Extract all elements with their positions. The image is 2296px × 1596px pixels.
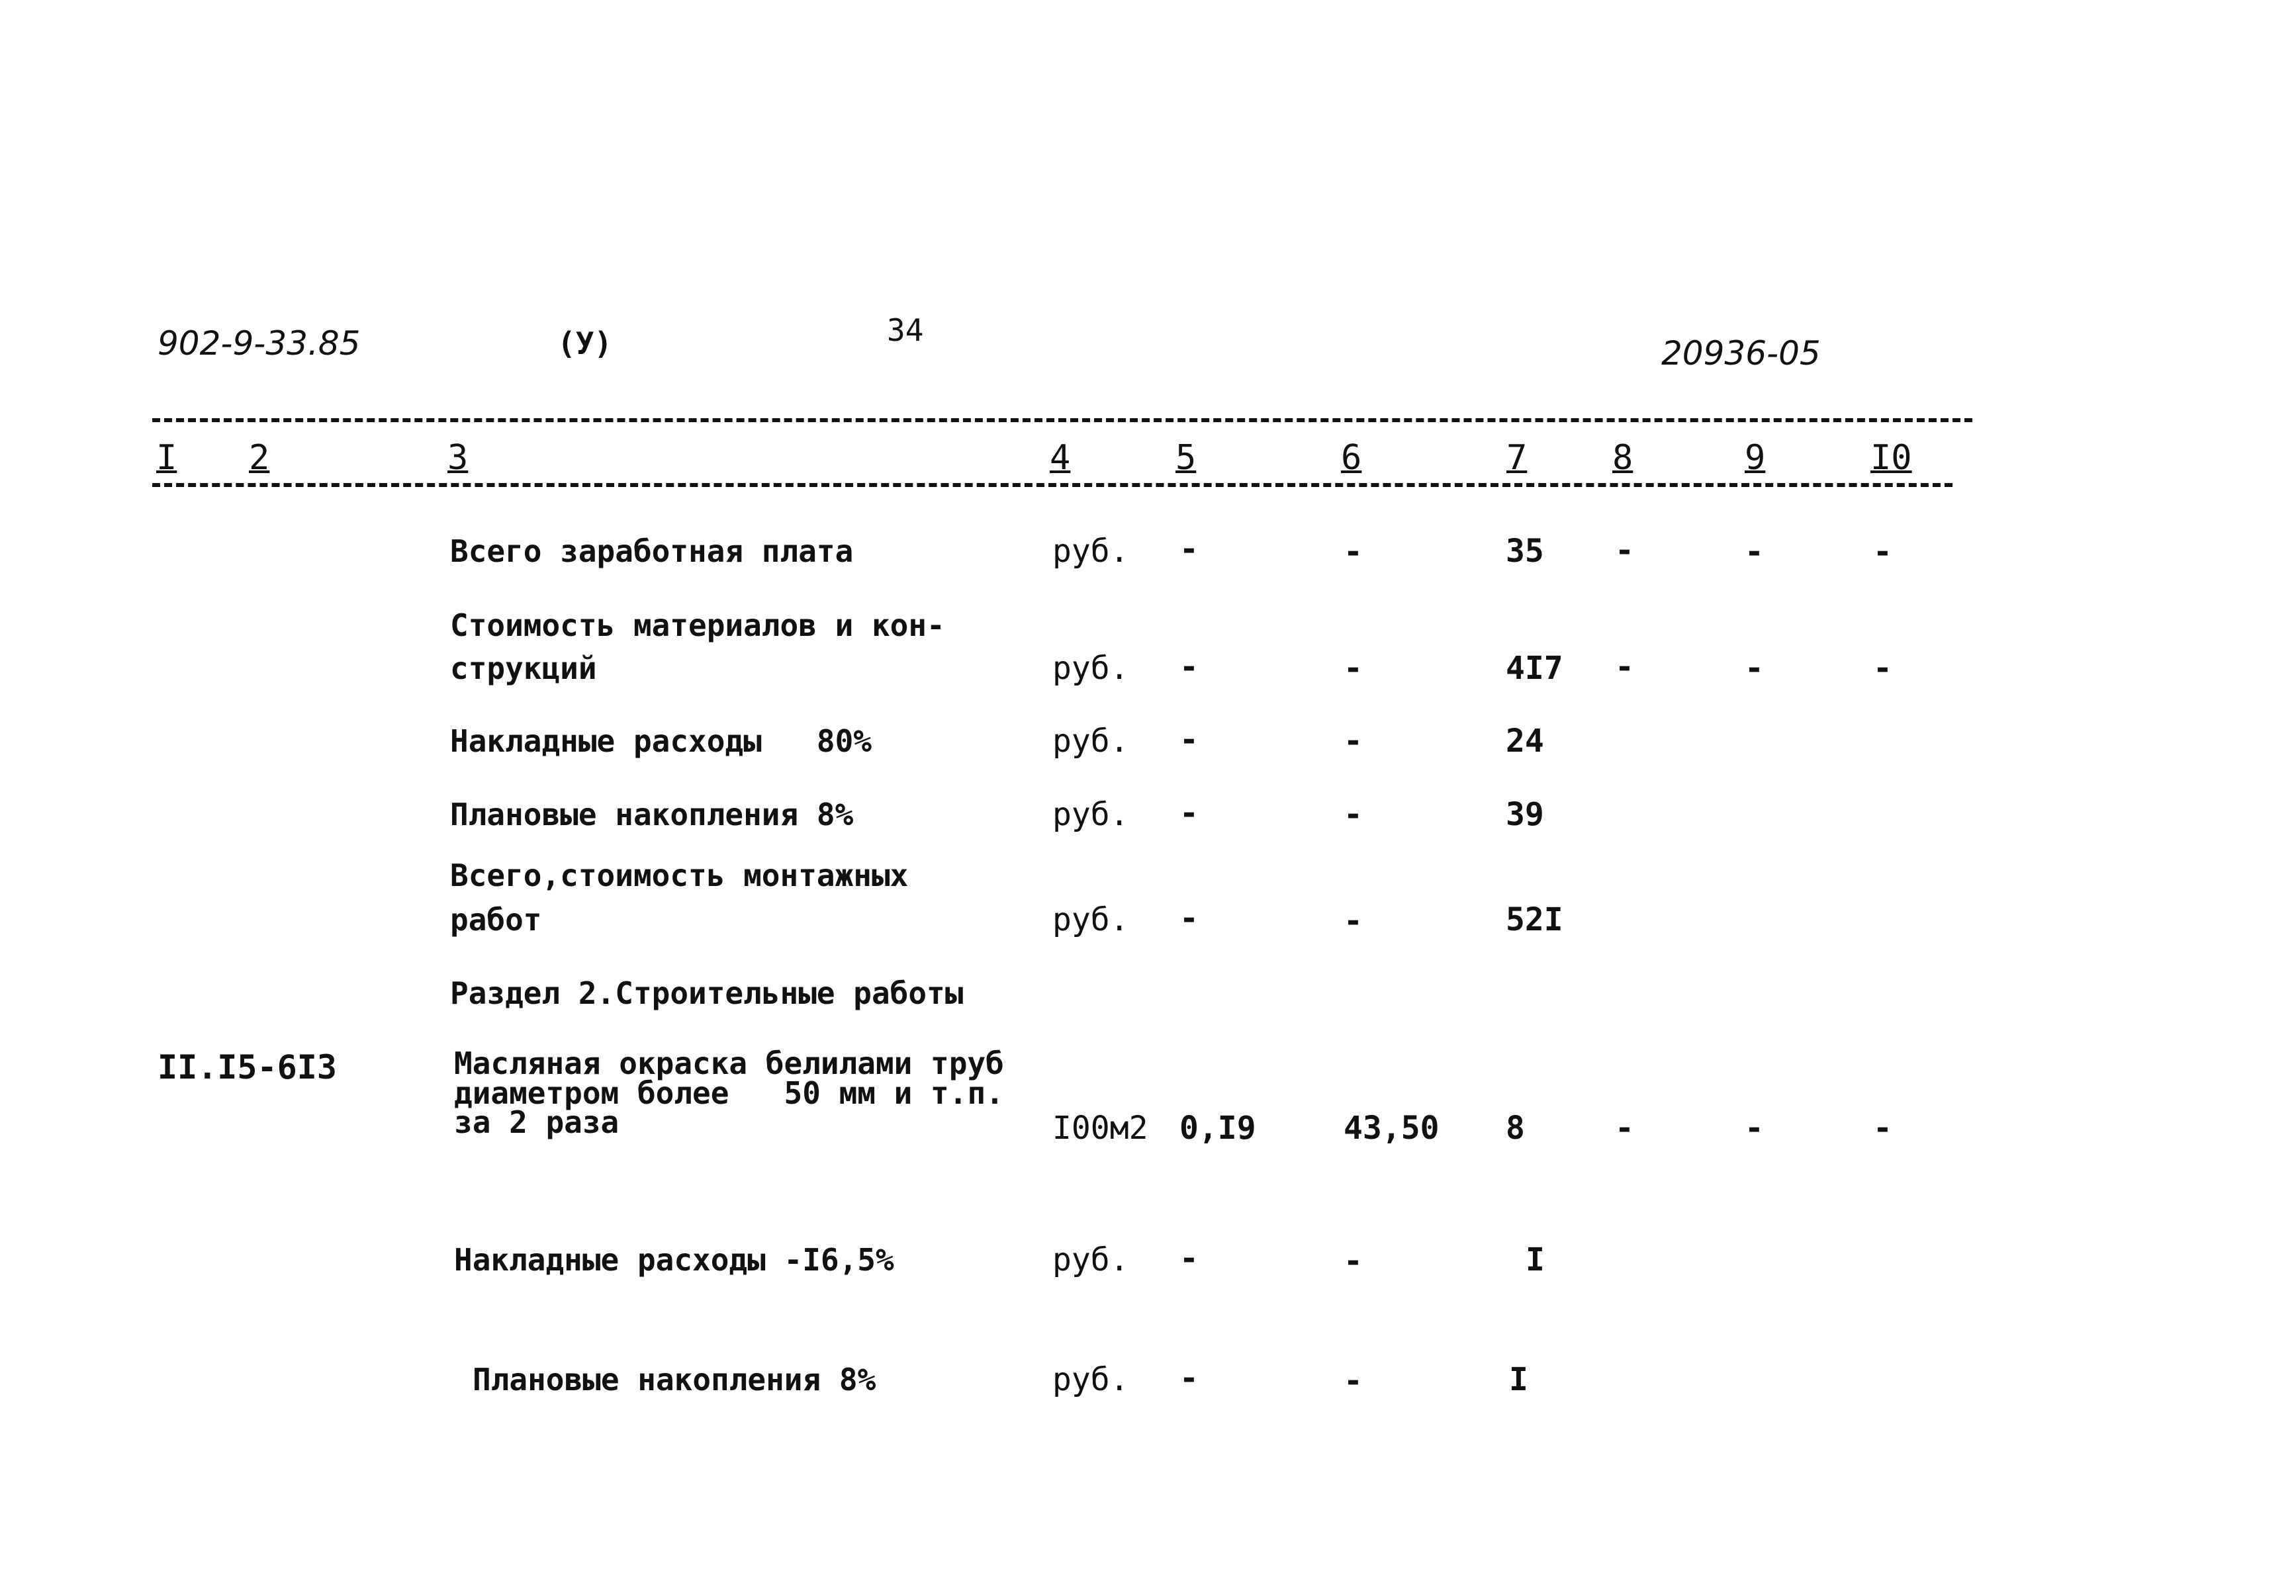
row-description: Раздел 2.Строительные работы <box>450 975 964 1011</box>
unit-cell: руб. <box>1052 650 1129 687</box>
col5-cell: 0,I9 <box>1179 1110 1256 1147</box>
col7-cell: I <box>1509 1361 1528 1398</box>
column-number: 9 <box>1745 438 1766 478</box>
document-code: 902-9-33.85 <box>158 324 361 363</box>
column-number: 2 <box>249 438 270 478</box>
column-number: 8 <box>1612 438 1633 478</box>
col7-cell: 8 <box>1506 1110 1525 1147</box>
unit-cell: руб. <box>1052 796 1129 833</box>
top-rule <box>152 418 1972 422</box>
col9-cell: - <box>1745 1110 1764 1147</box>
col9-cell: - <box>1745 533 1764 570</box>
unit-cell: руб. <box>1052 901 1129 938</box>
col10-cell: - <box>1873 1110 1892 1147</box>
col5-cell: - <box>1179 900 1199 937</box>
col7-cell: I <box>1526 1241 1545 1278</box>
column-number: 3 <box>447 438 469 478</box>
col7-cell: 52I <box>1506 901 1563 938</box>
unit-cell: руб. <box>1052 1241 1129 1278</box>
col6-cell: - <box>1344 1243 1363 1280</box>
col6-cell: - <box>1344 533 1363 570</box>
row-description: за 2 раза <box>454 1104 620 1140</box>
unit-cell: руб. <box>1052 1361 1129 1398</box>
col5-cell: - <box>1179 1240 1199 1277</box>
col9-cell: - <box>1745 650 1764 687</box>
col10-cell: - <box>1873 650 1892 687</box>
col8-cell: - <box>1615 648 1634 686</box>
row-description: Стоимость материалов и кон- <box>450 607 945 643</box>
column-number: 5 <box>1175 438 1197 478</box>
col7-cell: 39 <box>1506 796 1544 833</box>
col5-cell: - <box>1179 1360 1199 1397</box>
variant-mark: (У) <box>557 326 613 361</box>
col5-cell: - <box>1179 795 1199 832</box>
col6-cell: - <box>1344 796 1363 833</box>
col5-cell: - <box>1179 648 1199 686</box>
row-description: работ <box>450 902 542 938</box>
col7-cell: 24 <box>1506 723 1544 760</box>
row-description: Плановые накопления 8% <box>450 797 854 832</box>
col10-cell: - <box>1873 533 1892 570</box>
page-number: 34 <box>887 312 924 348</box>
row-description: Плановые накопления 8% <box>473 1362 876 1397</box>
row-description: Масляная окраска белилами труб <box>454 1045 1004 1081</box>
column-header-rule <box>152 483 1952 487</box>
archive-code: 20936-05 <box>1661 334 1821 373</box>
col8-cell: - <box>1615 532 1634 569</box>
column-number: I <box>156 438 177 478</box>
column-number: 6 <box>1341 438 1362 478</box>
unit-cell: руб. <box>1052 533 1129 570</box>
col5-cell: - <box>1179 531 1199 568</box>
row-description: Всего заработная плата <box>450 533 854 569</box>
column-number: 4 <box>1050 438 1071 478</box>
rate-code: II.I5-6I3 <box>158 1048 337 1086</box>
row-description: Всего,стоимость монтажных <box>450 858 909 893</box>
col7-cell: 35 <box>1506 533 1544 570</box>
col6-cell: - <box>1344 723 1363 760</box>
col6-cell: - <box>1344 1362 1363 1399</box>
unit-cell: I00м2 <box>1052 1110 1148 1147</box>
col7-cell: 4I7 <box>1506 650 1563 687</box>
column-number: 7 <box>1506 438 1528 478</box>
col6-cell: - <box>1344 903 1363 940</box>
col5-cell: - <box>1179 721 1199 758</box>
row-description: диаметром более 50 мм и т.п. <box>454 1075 1004 1111</box>
unit-cell: руб. <box>1052 723 1129 760</box>
row-description: Накладные расходы -I6,5% <box>454 1242 894 1278</box>
column-number: I0 <box>1870 438 1912 478</box>
row-description: струкций <box>450 650 597 686</box>
col6-cell: - <box>1344 650 1363 687</box>
row-description: Накладные расходы 80% <box>450 723 872 759</box>
col6-cell: 43,50 <box>1344 1110 1440 1147</box>
col8-cell: - <box>1615 1110 1634 1147</box>
